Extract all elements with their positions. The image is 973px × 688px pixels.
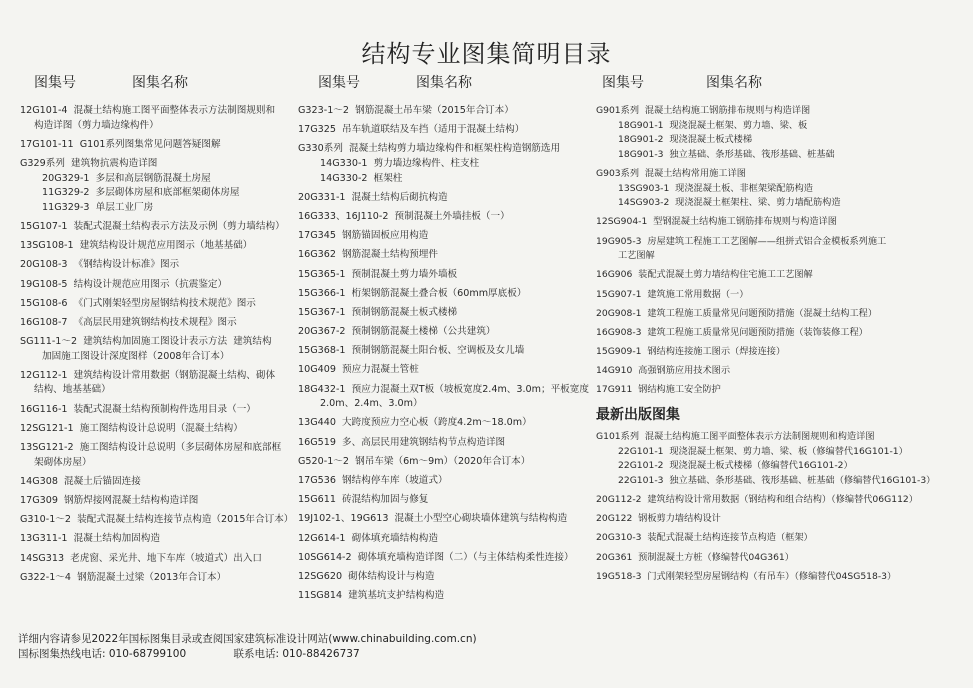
catalog-entry: 11G329-3 单层工业厂房 (42, 201, 154, 213)
catalog-entry: G520-1～2 钢吊车梁（6m～9m）（2020年合订本） (298, 455, 531, 467)
catalog-entry: 结构、地基基础） (34, 384, 111, 396)
catalog-entry: G901系列 混凝土结构施工钢筋排布规则与构造详图 (596, 105, 811, 116)
catalog-entry: 15G909-1 钢结构连接施工图示（焊接连接） (596, 346, 786, 358)
footer-contact: 联系电话: 010-88426737 (233, 647, 360, 660)
catalog-entry: 15G108-6 《门式刚架轻型房屋钢结构技术规范》图示 (20, 297, 256, 309)
column-header (20, 72, 302, 92)
catalog-entry: 12G112-1 建筑结构设计常用数据（钢筋混凝土结构、砌体 (20, 369, 276, 381)
catalog-entry: 18G901-3 独立基础、条形基础、筏形基础、桩基础 (618, 148, 835, 160)
catalog-entry: 17G101-11 G101系列图集常见问题答疑图解 (20, 138, 221, 150)
catalog-entry: 20G310-3 装配式混凝土结构连接节点构造（框架） (596, 532, 813, 544)
catalog-entry: 16G362 钢筋混凝土结构预埋件 (298, 249, 438, 261)
header-atlas-name: 图集名称 (416, 75, 472, 91)
catalog-entry: 17G325 吊车轨道联结及车挡（适用于混凝土结构） (298, 124, 525, 136)
catalog-entry: 12SG620 砌体结构设计与构造 (298, 570, 435, 582)
catalog-entry: G330系列 混凝土结构剪力墙边缘构件和框架柱构造钢筋选用 (298, 143, 561, 155)
catalog-entry: 16G908-3 建筑工程施工质量常见问题预防措施（装饰装修工程） (596, 326, 868, 338)
catalog-entry: G903系列 混凝土结构常用施工详图 (596, 167, 746, 179)
catalog-column-2 (298, 72, 598, 608)
catalog-entry: 15G367-1 预制钢筋混凝土板式楼梯 (298, 306, 458, 318)
column-header (596, 72, 956, 92)
catalog-entry: 15G611 砖混结构加固与修复 (298, 494, 429, 506)
catalog-entry: G101系列 混凝土结构施工图平面整体表示方法制图规则和构造详图 (596, 431, 875, 443)
catalog-entry: 12SG121-1 施工图结构设计总说明（混凝土结构） (20, 422, 243, 434)
catalog-entry: G310-1～2 装配式混凝土结构连接节点构造（2015年合订本） (20, 514, 294, 526)
catalog-entry: 11G329-2 多层砌体房屋和底部框架砌体房屋 (42, 187, 240, 199)
catalog-entry: 16G108-7 《高层民用建筑钢结构技术规程》图示 (20, 316, 237, 328)
catalog-entry: 20G122 钢板剪力墙结构设计 (596, 513, 721, 525)
catalog-entry: 17G911 钢结构施工安全防护 (596, 384, 721, 396)
catalog-entry: 14SG903-2 现浇混凝土框架柱、梁、剪力墙配筋构造 (618, 197, 841, 209)
footer-hotline: 国标图集热线电话: 010-68799100 (18, 647, 187, 660)
catalog-entry: 19G518-3 门式刚架轻型房屋钢结构（有吊车）（修编替代04SG518-3） (596, 570, 897, 582)
catalog-entry: 加固施工图设计深度图样（2008年合订本） (42, 350, 230, 362)
catalog-entry: 13G311-1 混凝土结构加固构造 (20, 533, 160, 545)
header-atlas-name: 图集名称 (132, 75, 188, 91)
catalog-entry: 20G329-1 多层和高层钢筋混凝土房屋 (42, 172, 211, 184)
footer-phones (18, 647, 477, 662)
catalog-entry: 20G361 预制混凝土方桩（修编替代04G361） (596, 551, 794, 563)
catalog-entry: 17G309 钢筋焊接网混凝土结构构造详图 (20, 494, 199, 506)
catalog-entry: 20G367-2 预制钢筋混凝土楼梯（公共建筑） (298, 326, 496, 338)
catalog-entry: 15G107-1 装配式混凝土结构表示方法及示例（剪力墙结构） (20, 220, 285, 232)
catalog-entry: 15G368-1 预制钢筋混凝土阳台板、空调板及女儿墙 (298, 345, 525, 357)
catalog-entry: 13SG108-1 建筑结构设计规范应用图示（地基基础） (20, 240, 253, 252)
catalog-entry: 12G614-1 砌体填充墙结构构造 (298, 532, 438, 544)
catalog-entry: 20G112-2 建筑结构设计常用数据（钢结构和组合结构）（修编替代06G112） (596, 494, 918, 505)
catalog-entry: 17G536 钢结构停车库（坡道式） (298, 474, 448, 486)
catalog-entry: 12G101-4 混凝土结构施工图平面整体表示方法制图规则和 (20, 105, 276, 116)
catalog-entry: SG111-1～2 建筑结构加固施工图设计表示方法 建筑结构 (20, 336, 272, 348)
catalog-entry: 20G908-1 建筑工程施工质量常见问题预防措施（混凝土结构工程） (596, 307, 878, 319)
catalog-entry: 20G108-3 《钢结构设计标准》图示 (20, 259, 180, 271)
catalog-entry: G329系列 建筑物抗震构造详图 (20, 157, 158, 169)
catalog-entry: 10SG614-2 砌体填充墙构造详图（二）（与主体结构柔性连接） (298, 551, 574, 563)
header-atlas-number: 图集号 (602, 75, 644, 91)
catalog-entry: 15G907-1 建筑施工常用数据（一） (596, 288, 749, 300)
catalog-entry: G323-1～2 钢筋混凝土吊车梁（2015年合订本） (298, 105, 514, 116)
catalog-entry: 工艺图解 (618, 250, 655, 262)
column-header (298, 72, 598, 92)
footer (18, 632, 477, 661)
catalog-entry: 13SG121-2 施工图结构设计总说明（多层砌体房屋和底部框 (20, 442, 282, 453)
catalog-entry: 12SG904-1 型钢混凝土结构施工钢筋排布规则与构造详图 (596, 216, 837, 228)
catalog-entry: 2.0m、2.4m、3.0m） (320, 398, 423, 410)
catalog-entry: 20G331-1 混凝土结构后砌抗构造 (298, 191, 448, 203)
catalog-entry: 16G906 装配式混凝土剪力墙结构住宅施工工艺图解 (596, 269, 813, 281)
catalog-entry: 19G108-5 结构设计规范应用图示（抗震鉴定） (20, 278, 228, 290)
catalog-column-3 (596, 72, 956, 589)
catalog-entry: 14G330-1 剪力墙边缘构件、柱支柱 (320, 157, 480, 169)
catalog-entry: 19J102-1、19G613 混凝土小型空心砌块墙体建筑与结构构造 (298, 513, 568, 525)
catalog-entry: 22G101-3 独立基础、条形基础、筏形基础、桩基础（修编替代16G101-3） (618, 474, 936, 486)
catalog-entry: 11SG814 建筑基坑支护结构构造 (298, 590, 445, 602)
catalog-entry: 22G101-2 现浇混凝土板式楼梯（修编替代16G101-2） (618, 460, 853, 472)
catalog-column-1 (20, 72, 302, 590)
catalog-entry: 22G101-1 现浇混凝土框架、剪力墙、梁、板（修编替代16G101-1） (618, 445, 908, 457)
catalog-entry: 18G901-1 现浇混凝土框架、剪力墙、梁、板 (618, 119, 808, 131)
page-title: 结构专业图集简明目录 (361, 40, 612, 68)
catalog-entry: 14SG313 老虎窗、采光井、地下车库（坡道式）出入口 (20, 552, 263, 564)
footer-website-note: 详细内容请参见2022年国标图集目录或查阅国家建筑标准设计网站(www.chinabuilding.com.cn) (18, 633, 477, 645)
catalog-entry: 17G345 钢筋锚固板应用构造 (298, 230, 429, 242)
catalog-entry: 18G432-1 预应力混凝土双T板（坡板宽度2.4m、3.0m；平板宽度 (298, 383, 589, 395)
catalog-entry: 架砌体房屋） (34, 456, 92, 468)
catalog-entry: 15G366-1 桁架钢筋混凝土叠合板（60mm厚底板） (298, 287, 527, 299)
catalog-entry: 16G519 多、高层民用建筑钢结构节点构造详图 (298, 436, 506, 448)
catalog-entry: 14G330-2 框架柱 (320, 172, 403, 184)
catalog-entry: 16G333、16J110-2 预制混凝土外墙挂板（一） (298, 210, 510, 222)
header-atlas-number: 图集号 (318, 75, 360, 91)
catalog-entry: 10G409 预应力混凝土管桩 (298, 364, 419, 376)
catalog-entry: 19G905-3 房屋建筑工程施工工艺图解——组拼式铝合金模板系列施工 (596, 235, 887, 247)
catalog-entry: 13G440 大跨度预应力空心板（跨度4.2m～18.0m） (298, 417, 532, 429)
catalog-entry: 14G308 混凝土后锚固连接 (20, 475, 141, 487)
header-atlas-name: 图集名称 (706, 75, 762, 91)
catalog-entry: 15G365-1 预制混凝土剪力墙外墙板 (298, 268, 458, 280)
catalog-entry: 构造详图（剪力墙边缘构件） (34, 119, 159, 131)
catalog-entry: 18G901-2 现浇混凝土板式楼梯 (618, 134, 753, 146)
catalog-entry: 14G910 高强钢筋应用技术图示 (596, 365, 731, 377)
new-publications-heading: 最新出版图集 (596, 407, 680, 424)
header-atlas-number: 图集号 (34, 75, 76, 91)
catalog-entry: G322-1～4 钢筋混凝土过梁（2013年合订本） (20, 571, 227, 583)
catalog-entry: 16G116-1 装配式混凝土结构预制构件选用目录（一） (20, 403, 256, 415)
catalog-entry: 13SG903-1 现浇混凝土板、非框架梁配筋构造 (618, 182, 813, 194)
